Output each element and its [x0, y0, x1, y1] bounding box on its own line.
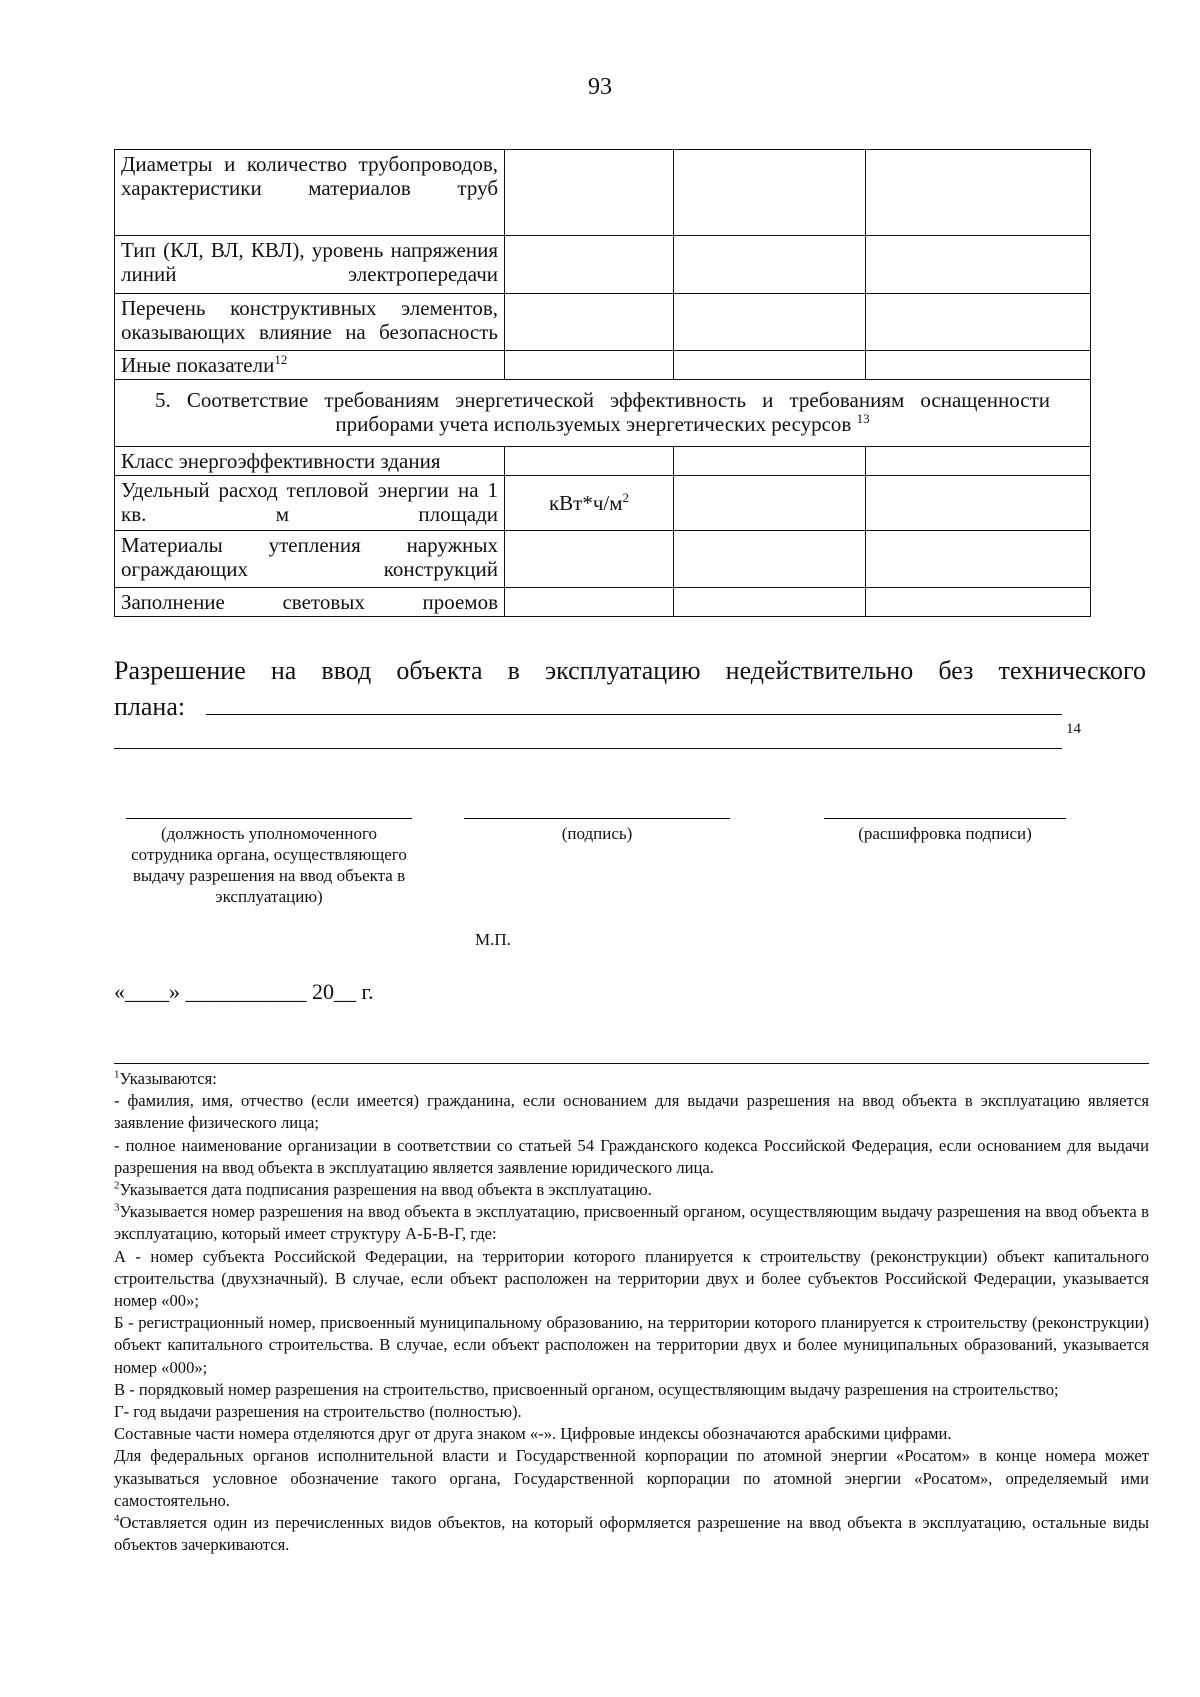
value-cell	[866, 588, 1091, 617]
table-row	[115, 150, 1091, 236]
section-5-text: 5. Соответствие требованиям энергетической эффективность и требованиям оснащенности приборами учета используемых энергетических ресурсов	[155, 388, 1050, 436]
value-cell	[866, 351, 1091, 380]
technical-plan-fill-line-2	[114, 748, 1062, 749]
unit-cell	[505, 351, 674, 380]
footnote: Для федеральных органов исполнительной власти и Государственной корпорации по атомной энергии «Росатом» в конце номера может указываться условное обозначение такого органа, Государственной корпорации по атомной энергии «Росатом», определяемый ими самостоятельно.	[114, 1446, 1149, 1510]
position-caption: (должность уполномоченного сотрудника органа, осуществляющего выдачу разрешения на ввод объекта в эксплуатацию)	[131, 824, 407, 906]
footnote-ref: 12	[274, 352, 288, 367]
signature-caption: (подпись)	[561, 824, 633, 843]
table-row	[115, 236, 1091, 294]
footnote: В - порядковый номер разрешения на строительство, присвоенный органом, осуществляющим выдачу разрешения на строительство;	[114, 1379, 1059, 1399]
unit-cell	[505, 447, 674, 476]
signature-line	[464, 818, 730, 819]
value-cell	[674, 588, 866, 617]
table-row	[115, 531, 1091, 588]
indicators-table	[114, 149, 1091, 617]
page-number: 93	[588, 74, 612, 100]
signature-decode-line	[824, 818, 1066, 819]
value-cell	[866, 150, 1091, 236]
section-header-row	[115, 380, 1091, 447]
unit-cell	[505, 531, 674, 588]
value-cell	[674, 531, 866, 588]
row-label: Заполнение световых проемов	[115, 588, 505, 617]
row-label: Удельный расход тепловой энергии на 1 кв. м площади	[115, 476, 505, 531]
footnote: $^4$Оставляется один из перечисленных видов объектов, на который оформляется разрешение на ввод объекта в эксплуатацию, остальные виды объектов зачеркиваются.	[114, 1512, 1149, 1555]
value-cell	[674, 476, 866, 531]
row-label: Класс энергоэффективности здания	[115, 447, 505, 476]
row-label: Диаметры и количество трубопроводов, характеристики материалов труб	[115, 150, 505, 236]
technical-plan-fill-line	[206, 714, 1062, 715]
row-label: Материалы утепления наружных ограждающих конструкций	[115, 531, 505, 588]
section-5-heading	[115, 380, 1091, 447]
table-row	[115, 447, 1091, 476]
table-row	[115, 588, 1091, 617]
value-cell	[866, 447, 1091, 476]
value-cell	[866, 531, 1091, 588]
unit-cell	[505, 476, 674, 531]
unit-cell	[505, 150, 674, 236]
row-label: Перечень конструктивных элементов, оказывающих влияние на безопасность	[115, 294, 505, 351]
value-cell	[866, 476, 1091, 531]
footnote: $^3$Указывается номер разрешения на ввод объекта в эксплуатацию, присвоенный органом, осуществляющим выдачу разрешения на ввод объекта в эксплуатацию, который имеет структуру А-Б-В-Г, где:	[114, 1201, 1149, 1244]
table-row	[115, 351, 1091, 380]
footnotes	[114, 1068, 1149, 1556]
footnote: Г- год выдачи разрешения на строительство (полностью).	[114, 1402, 522, 1422]
value-cell	[674, 236, 866, 294]
row-label	[115, 351, 505, 380]
footnote: - полное наименование организации в соответствии со статьей 54 Гражданского кодекса Российской Федерация, если основанием для выдачи разрешения на ввод объекта в эксплуатацию является заявление юридического лица.	[114, 1135, 1149, 1177]
row-label: Тип (КЛ, ВЛ, КВЛ), уровень напряжения линий электропередачи	[115, 236, 505, 294]
value-cell	[866, 294, 1091, 351]
unit-sup: 2	[622, 490, 630, 505]
footnote: Составные части номера отделяются друг от друга знаком «-». Цифровые индексы обозначаются арабскими цифрами.	[114, 1424, 952, 1444]
table-row	[115, 476, 1091, 531]
footnote: А - номер субъекта Российской Федерации, на территории которого планируется к строительству (реконструкции) объект капитального строительства (двухзначный). В случае, если объект расположен на территории двух и более субъектов Российской Федерации, указывается номер «00»;	[114, 1246, 1149, 1311]
decode-caption: (расшифровка подписи)	[858, 824, 1032, 843]
footnote-ref: 14	[1066, 721, 1081, 737]
validity-notice-continued: плана:	[114, 692, 186, 721]
value-cell	[866, 236, 1091, 294]
value-cell	[674, 150, 866, 236]
stamp-place: М.П.	[475, 930, 511, 949]
position-signature-line	[126, 818, 412, 819]
footnote-ref: 13	[856, 411, 870, 426]
date-line: «____» ___________ 20__ г.	[114, 979, 374, 1004]
footnote-divider	[114, 1063, 1149, 1064]
table-row	[115, 294, 1091, 351]
footnote: $^2$Указывается дата подписания разрешения на ввод объекта в эксплуатацию.	[114, 1179, 652, 1200]
unit-cell	[505, 588, 674, 617]
validity-notice: Разрешение на ввод объекта в эксплуатацию недействительно без технического	[114, 656, 1146, 685]
row-label-text: Иные показатели	[121, 353, 275, 377]
unit-text: кВт*ч/м	[548, 491, 623, 515]
footnote: $^1$Указываются:	[114, 1068, 217, 1088]
unit-cell	[505, 294, 674, 351]
value-cell	[674, 447, 866, 476]
value-cell	[674, 294, 866, 351]
footnote: Б - регистрационный номер, присвоенный муниципальному образованию, на территории которого планируется к строительству (реконструкции) объект капитального строительства. В случае, если объект расположен на территории двух и более муниципальных образований, указывается номер «000»;	[114, 1313, 1149, 1377]
footnote: - фамилия, имя, отчество (если имеется) гражданина, если основанием для выдачи разрешения на ввод объекта в эксплуатацию является заявление физического лица;	[114, 1091, 1149, 1133]
value-cell	[674, 351, 866, 380]
unit-cell	[505, 236, 674, 294]
